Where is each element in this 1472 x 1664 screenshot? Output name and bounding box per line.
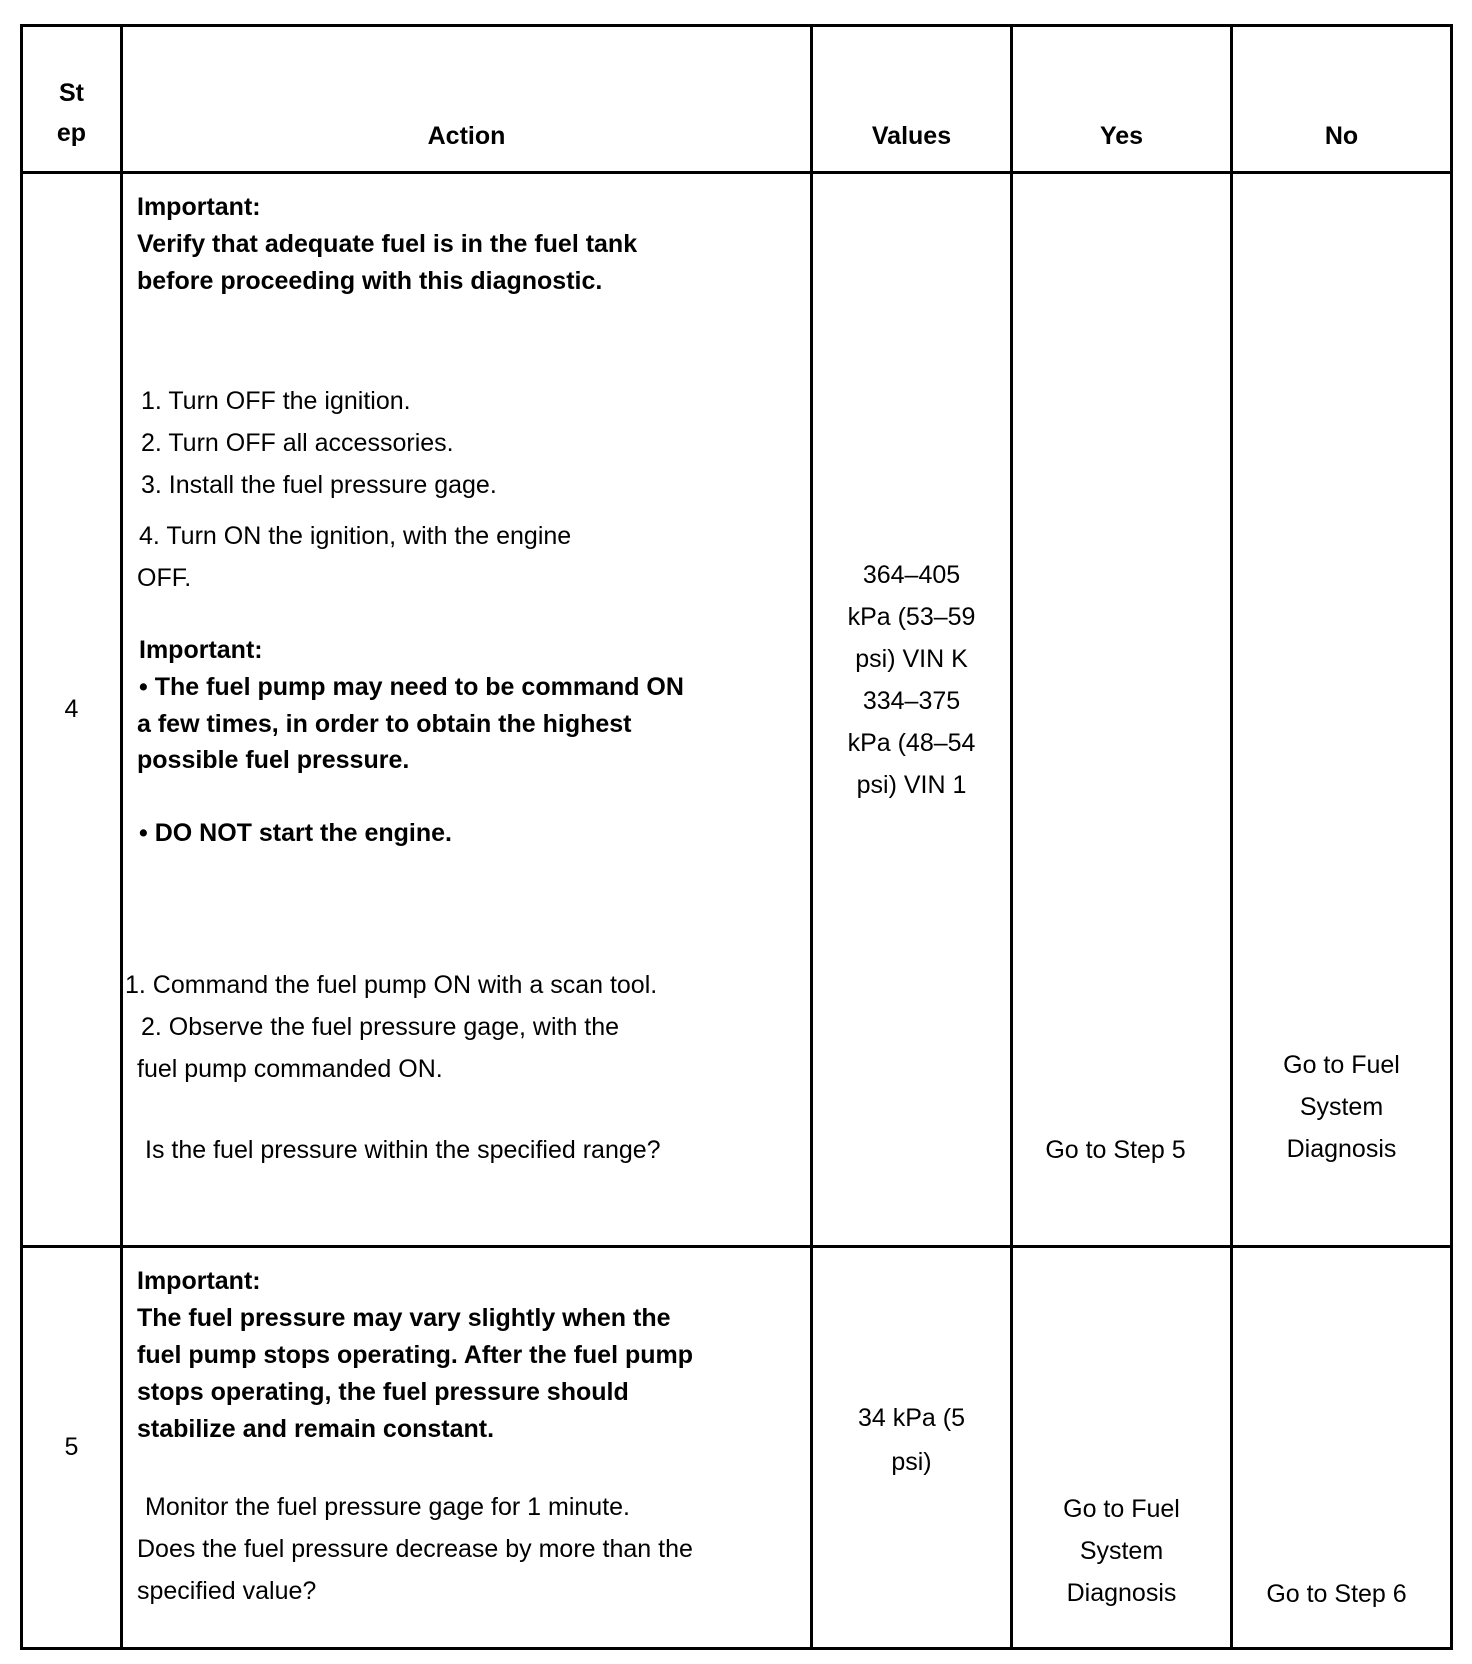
important-text: before proceeding with this diagnostic. <box>137 266 603 295</box>
action-cell <box>122 1247 812 1649</box>
list-item: 4. Turn ON the ignition, with the engine <box>139 521 572 550</box>
important-label: Important: <box>137 192 261 221</box>
yes-cell <box>1012 172 1232 1247</box>
important-text: The fuel pressure may vary slightly when the <box>137 1304 671 1333</box>
values-text <box>813 1396 1010 1484</box>
no-cell <box>1232 1247 1452 1649</box>
bullet-item: possible fuel pressure. <box>137 745 410 774</box>
values-line: psi) <box>891 1448 932 1477</box>
table-header-row <box>22 26 1452 173</box>
list-item: fuel pump commanded ON. <box>137 1054 443 1083</box>
table-row <box>22 1247 1452 1649</box>
values-cell <box>812 1247 1012 1649</box>
important-label: Important: <box>139 635 263 664</box>
header-step-line2: ep <box>56 118 87 147</box>
values-cell <box>812 172 1012 1247</box>
no-line: Go to Fuel <box>1283 1050 1400 1079</box>
yes-cell <box>1012 1247 1232 1649</box>
important-label: Important: <box>137 1267 261 1296</box>
table-row <box>22 172 1452 1247</box>
header-action: Action <box>122 26 812 173</box>
no-line: System <box>1299 1092 1384 1121</box>
question-text: specified value? <box>137 1577 317 1606</box>
important-text: stops operating, the fuel pressure should <box>137 1378 629 1407</box>
bullet-item: • DO NOT start the engine. <box>139 818 452 847</box>
important-text: fuel pump stops operating. After the fuel pump <box>137 1341 694 1370</box>
diagnostic-table <box>20 24 1453 1650</box>
values-line: psi) VIN K <box>855 644 968 673</box>
important-text: Verify that adequate fuel is in the fuel tank <box>137 229 638 258</box>
important-text: stabilize and remain constant. <box>137 1415 495 1444</box>
list-item: OFF. <box>137 563 192 592</box>
bullet-item: a few times, in order to obtain the highest <box>137 709 632 738</box>
header-yes: Yes <box>1012 26 1232 173</box>
values-text <box>813 554 1010 806</box>
values-line: psi) VIN 1 <box>856 770 967 799</box>
header-no: No <box>1232 26 1452 173</box>
yes-text: Go to Step 5 <box>1045 1135 1186 1164</box>
values-line: 34 kPa (5 <box>857 1404 965 1433</box>
list-item: 3. Install the fuel pressure gage. <box>141 470 497 499</box>
no-cell <box>1232 172 1452 1247</box>
values-line: 334–375 <box>862 686 961 715</box>
header-step <box>22 26 122 173</box>
header-values: Values <box>812 26 1012 173</box>
step-number: 4 <box>22 172 122 1247</box>
yes-line: Diagnosis <box>1066 1579 1177 1608</box>
step-number: 5 <box>22 1247 122 1649</box>
list-item: 1. Command the fuel pump ON with a scan tool. <box>125 970 658 999</box>
no-text <box>1233 1044 1450 1170</box>
list-item: 2. Turn OFF all accessories. <box>141 428 454 457</box>
yes-text <box>1013 1488 1230 1614</box>
yes-line: Go to Fuel <box>1063 1495 1180 1524</box>
bullet-item: • The fuel pump may need to be command ON <box>139 672 684 701</box>
list-item: 1. Turn OFF the ignition. <box>141 386 411 415</box>
no-line: Diagnosis <box>1286 1134 1397 1163</box>
values-line: kPa (48–54 <box>847 728 976 757</box>
instruction-text: Monitor the fuel pressure gage for 1 minute. <box>145 1493 630 1522</box>
question-text: Is the fuel pressure within the specified range? <box>145 1135 661 1164</box>
values-line: kPa (53–59 <box>847 602 976 631</box>
no-text: Go to Step 6 <box>1266 1580 1407 1609</box>
list-item: 2. Observe the fuel pressure gage, with the <box>141 1012 620 1041</box>
action-cell <box>122 172 812 1247</box>
yes-line: System <box>1079 1537 1164 1566</box>
values-line: 364–405 <box>862 560 961 589</box>
question-text: Does the fuel pressure decrease by more than the <box>137 1535 693 1564</box>
header-step-line1: St <box>59 78 84 107</box>
